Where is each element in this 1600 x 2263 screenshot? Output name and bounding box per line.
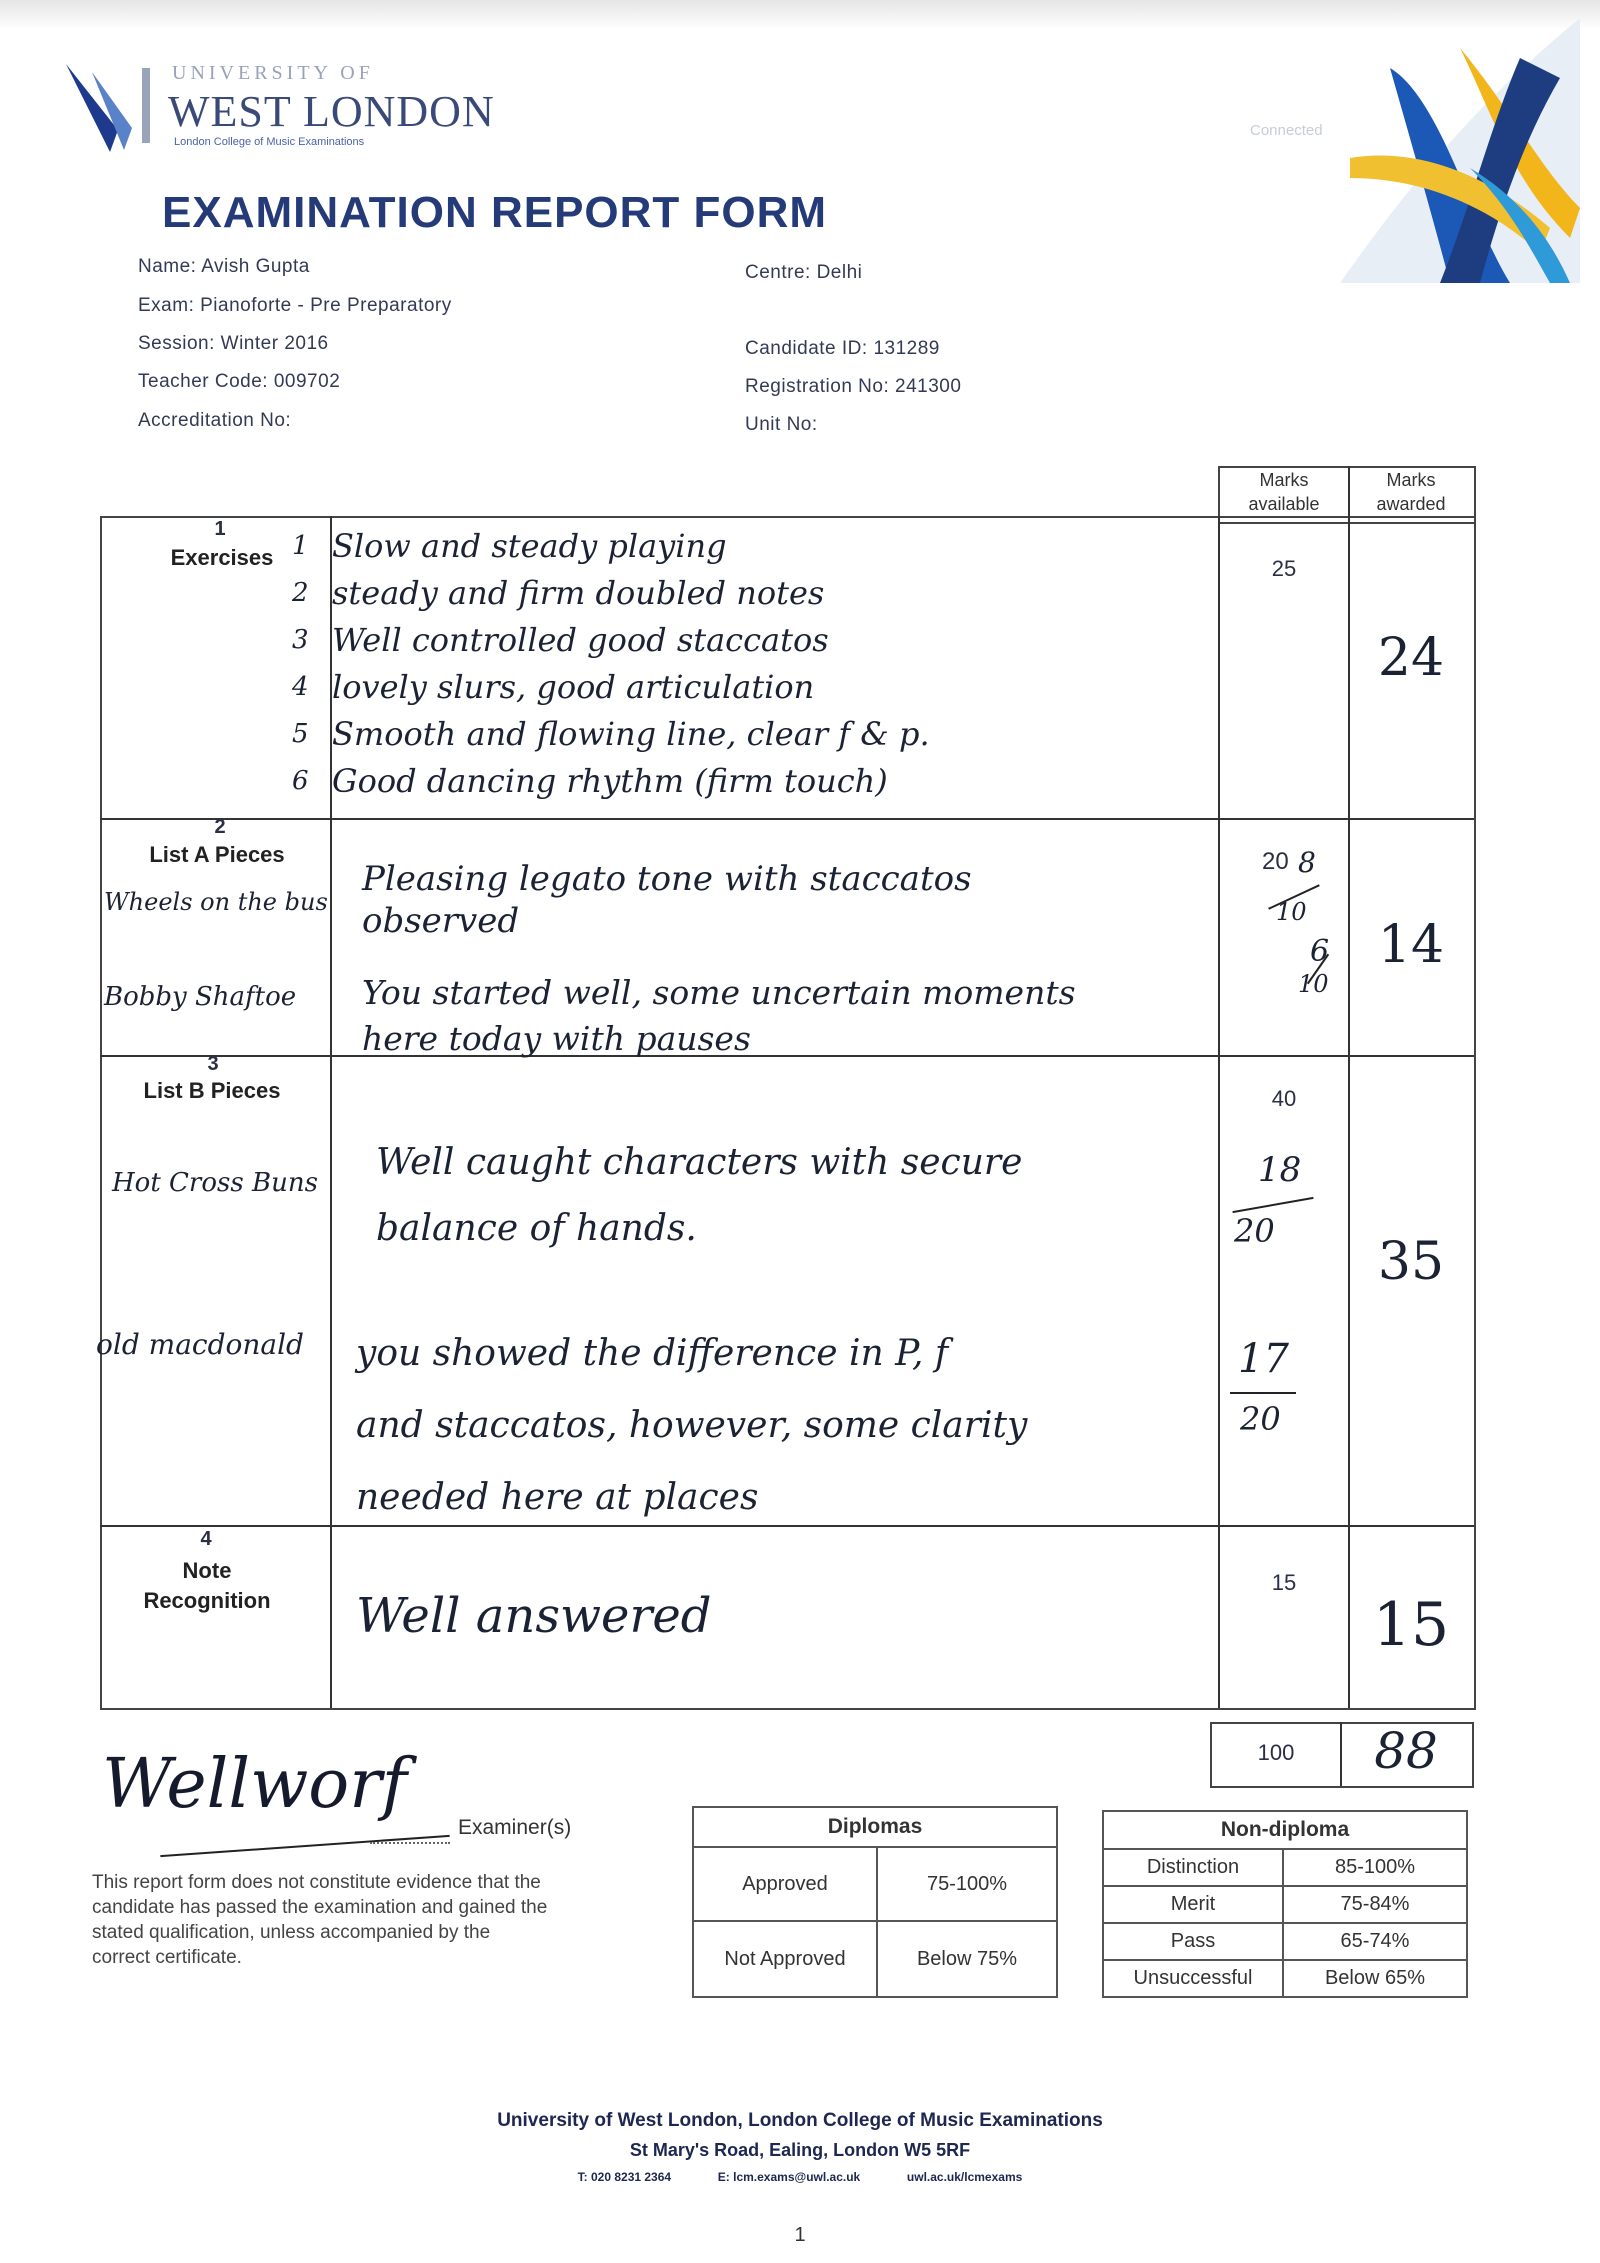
examiner-label: Examiner(s) [458,1816,572,1839]
piece-comment-line: Pleasing legato tone with staccatos [362,859,972,899]
non-diploma-table [1102,1810,1468,1998]
exercise-number: 6 [292,765,309,796]
col-divider-available [1218,516,1220,1708]
exercise-comment-row [292,663,1212,710]
piece-title: Wheels on the bus [104,888,328,916]
piece-comment-line: observed [362,901,520,941]
disclaimer-line: correct certificate. [92,1947,242,1968]
grade-range: 85-100% [1283,1849,1467,1886]
grade-label: Merit [1103,1886,1283,1923]
exercise-comment-row [292,616,1212,663]
non-diploma-title: Non-diploma [1103,1811,1467,1849]
exercise-number: 2 [292,577,309,608]
footer-web: uwl.ac.uk/lcmexams [906,2170,1023,2184]
exercise-comment: Good dancing rhythm (firm touch) [332,761,888,800]
section-3-number: 3 [207,1053,219,1075]
piece-comment-line: needed here at places [356,1477,759,1518]
signature-dots [370,1842,450,1844]
section-4-comment: Well answered [356,1588,712,1644]
exercise-comment: Well controlled good staccatos [332,620,829,659]
disclaimer-line: stated qualification, unless accompanied by the [92,1922,491,1943]
marks-available-header [1220,468,1348,516]
row-divider-1 [100,818,1474,820]
section-4-name-l2: Recognition [143,1588,271,1613]
grade-label: Not Approved [693,1921,877,1997]
piece-comment-line: Well caught characters with secure [376,1142,1023,1183]
exercise-comment: Slow and steady playing [332,526,727,565]
marks-awarded-header [1350,468,1472,516]
piece-comment [356,1318,1216,1534]
piece-comment-line: balance of hands. [376,1208,697,1249]
section-4-number: 4 [200,1528,212,1550]
piece-comment-line: here today with pauses [362,1019,751,1058]
exercise-comment: steady and firm doubled notes [332,573,825,612]
footer-line2: St Mary's Road, Ealing, London W5 5RF [629,2140,971,2160]
footer-line1: University of West London, London College of Music Examinations [497,2110,1103,2131]
piece-out-of: 20 [1240,1400,1281,1438]
accreditation-no: Accreditation No: [138,410,292,431]
university-logo [62,60,152,155]
footer-phone: T: 020 8231 2364 [577,2170,672,2184]
section-3-marks-available: 40 [1271,1086,1297,1111]
piece-out-of: 20 [1234,1212,1275,1250]
centre: Centre: Delhi [745,262,863,283]
form-title: EXAMINATION REPORT FORM [162,188,828,237]
decorative-graphic [1320,18,1580,283]
unit-no: Unit No: [745,414,818,435]
exercise-comment: Smooth and flowing line, clear f & p. [332,714,930,753]
piece-score: 18 [1258,1150,1302,1190]
col-divider-awarded [1348,516,1350,1708]
piece-title: Hot Cross Buns [112,1168,318,1198]
section-1-name: Exercises [170,545,274,570]
session: Session: Winter 2016 [138,333,329,354]
university-line3: London College of Music Examinations [174,136,365,148]
exercise-comment-row [292,522,1212,569]
section-1-comments [292,522,1212,804]
piece-comment [362,858,1212,942]
grade-label: Pass [1103,1923,1283,1960]
section-3-name: List B Pieces [143,1078,281,1103]
exercise-number: 1 [292,530,309,561]
teacher-code: Teacher Code: 009702 [138,371,341,392]
section-4-name [102,1556,312,1616]
section-4-name-l1: Note [182,1558,232,1583]
diplomas-title: Diplomas [693,1807,1057,1847]
piece-title: Bobby Shaftoe [104,982,297,1012]
university-line1: UNIVERSITY OF [172,62,374,84]
candidate-id: Candidate ID: 131289 [745,338,940,359]
section-3-marks-awarded: 35 [1377,1232,1445,1292]
piece-comment-line: and staccatos, however, some clarity [356,1405,1028,1446]
piece-comment [376,1130,1226,1262]
section-1-marks-awarded: 24 [1377,628,1445,688]
piece-score: 8 [1298,846,1316,879]
grade-label: Approved [693,1847,877,1921]
signature-line [160,1835,449,1857]
grade-range: Below 75% [877,1921,1057,1997]
exercise-comment-row [292,569,1212,616]
university-line2: WEST LONDON [168,87,495,136]
total-available: 100 [1257,1740,1295,1765]
disclaimer [92,1870,692,1970]
grade-label: Unsuccessful [1103,1960,1283,1997]
piece-comment-line: you showed the difference in P, f [356,1333,949,1374]
exam-name: Exam: Pianoforte - Pre Preparatory [138,295,452,316]
section-4-marks-available: 15 [1271,1570,1297,1595]
footer-email: E: lcm.exams@uwl.ac.uk [717,2170,861,2184]
exercise-comment-row [292,710,1212,757]
piece-comment-line: You started well, some uncertain moments [362,973,1076,1012]
marks-awarded-header-l1: Marks [1386,470,1436,490]
diplomas-table [692,1806,1058,1998]
grade-range: 75-100% [877,1847,1057,1921]
grade-range: 65-74% [1283,1923,1467,1960]
grade-label: Distinction [1103,1849,1283,1886]
exercise-number: 4 [292,671,309,702]
page-number: 1 [794,2224,806,2246]
piece-title: old macdonald [96,1328,304,1361]
corner-text: Connected [1250,122,1323,139]
registration-no: Registration No: 241300 [745,376,962,397]
marks-available-header-l2: available [1248,494,1320,514]
section-1-marks-available: 25 [1271,556,1297,581]
marks-available-header-l1: Marks [1259,470,1309,490]
logo-mark [62,60,152,155]
corner-artwork [1320,18,1580,283]
piece-out-of: 10 [1276,898,1307,926]
exercise-comment-row [292,757,1212,804]
examiner-signature: Wellworf [102,1745,407,1824]
total-awarded: 88 [1374,1722,1438,1780]
piece-score: 6 [1310,934,1330,969]
section-2-name: List A Pieces [149,842,285,867]
section-2-marks-available: 20 [1262,848,1289,875]
piece-comment [362,970,1222,1062]
exercise-number: 3 [292,624,309,655]
grade-range: Below 65% [1283,1960,1467,1997]
piece-out-of: 10 [1298,970,1329,998]
section-1-number: 1 [214,518,226,540]
disclaimer-line: candidate has passed the examination and gained the [92,1897,548,1918]
fraction-bar [1230,1392,1296,1394]
exercise-comment: lovely slurs, good articulation [332,667,815,706]
exercise-number: 5 [292,718,309,749]
piece-score: 17 [1238,1336,1289,1382]
disclaimer-line: This report form does not constitute evidence that the [92,1872,541,1893]
section-4-marks-awarded: 15 [1372,1590,1450,1660]
footer-contact [0,2170,1600,2184]
section-2-marks-awarded: 14 [1377,915,1445,975]
marks-awarded-header-l2: awarded [1376,494,1446,514]
section-2-number: 2 [214,816,226,838]
grade-range: 75-84% [1283,1886,1467,1923]
candidate-name: Name: Avish Gupta [138,256,310,277]
